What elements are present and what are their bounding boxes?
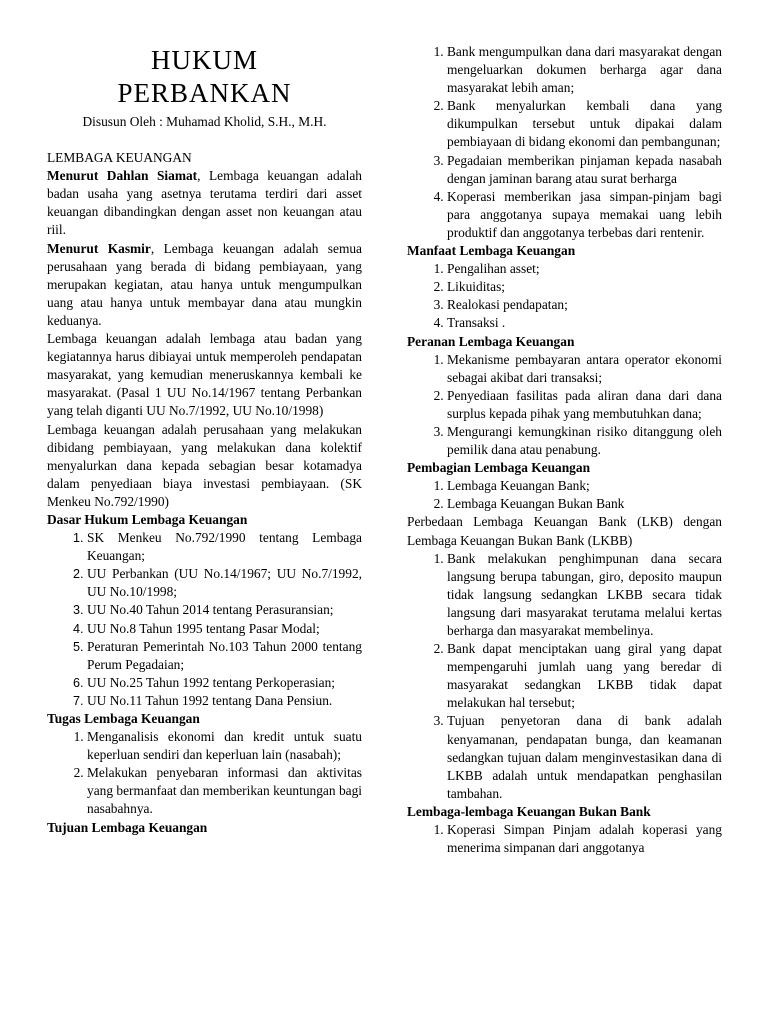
list-item: 2. Penyediaan fasilitas pada aliran dana dari dana surplus kepada pihak yang membutuhkan dana; [447,387,722,423]
list-item: 4. UU No.8 Tahun 1995 tentang Pasar Modal; [87,620,362,638]
list-item: 3. Realokasi pendapatan; [447,296,722,314]
list-peranan [407,351,722,460]
heading-tujuan: Tujuan Lembaga Keuangan [47,819,208,835]
list-item: 3. Tujuan penyetoran dana di bank adalah kenyamanan, pendapatan bunga, dan keamanan sedangkan tujuan dalam menginvestasikan dana di LKBB adalah untuk mendapatkan penghasilan tambahan. [447,712,722,802]
list-item: 3. Pegadaian memberikan pinjaman kepada nasabah dengan jaminan barang atau surat berharga [447,152,722,188]
definition-sk-menkeu: Lembaga keuangan adalah perusahaan yang melakukan dibidang pembiayaan, yang melakukan dana kolektif menyalurkan dana kepada sebagian besar kotamadya dalam penyediaan biaya investasi pembiayaan. (SK Menkeu No.792/1990) [47,421,362,509]
heading-manfaat: Manfaat Lembaga Keuangan [407,243,576,259]
heading-pembagian: Pembagian Lembaga Keuangan [407,460,591,476]
definition-dahlan-siamat [47,167,362,239]
list-item: 1. Pengalihan asset; [447,260,722,278]
list-item: 2. Lembaga Keuangan Bukan Bank [447,495,722,513]
list-item: 1. Bank melakukan penghimpunan dana secara langsung berupa tabungan, giro, deposito maupun tidak langsung sedangkan LKBB secara tidak langsung dari masyarakat terutama melalui kertas berharga dan masyarakat membelinya. [447,550,722,640]
heading-lkbb: Lembaga-lembaga Keuangan Bukan Bank [407,803,651,819]
list-lkbb [407,821,722,857]
heading-tugas: Tugas Lembaga Keuangan [47,711,200,726]
left-column [47,0,362,837]
list-item: 1. Mekanisme pembayaran antara operator ekonomi sebagai akibat dari transaksi; [447,351,722,387]
list-item: 2. Bank dapat menciptakan uang giral yang dapat mempengaruhi jumlah uang yang beredar di masyarakat sedangkan LKBB tidak dapat melakukan hal tersebut; [447,640,722,712]
author-line: Disusun Oleh : Muhamad Kholid, S.H., M.H. [82,114,327,129]
list-item: 1. Koperasi Simpan Pinjam adalah koperasi yang menerima simpanan dari anggotanya [447,821,722,857]
list-dasar-hukum [47,529,362,710]
list-pembagian [407,477,722,513]
definition-author: Menurut Kasmir [47,240,151,256]
heading-perbedaan: Perbedaan Lembaga Keuangan Bank (LKB) dengan Lembaga Keuangan Bukan Bank (LKBB) [407,514,722,548]
list-item: 7. UU No.11 Tahun 1992 tentang Dana Pensiun. [87,692,362,710]
definition-author: Menurut Dahlan Siamat [47,168,198,184]
list-item: 2. Melakukan penyebaran informasi dan aktivitas yang bermanfaat dan memberikan keuntungan bagi nasabahnya. [87,764,362,818]
list-item: 3. UU No.40 Tahun 2014 tentang Perasuransian; [87,601,362,619]
list-item: 1. Lembaga Keuangan Bank; [447,477,722,495]
list-item: 4. Koperasi memberikan jasa simpan-pinjam bagi para anggotanya supaya memakai uang lebih produktif dan anggotanya terbebas dari rentenir. [447,188,722,242]
definition-kasmir [47,240,362,330]
title-line-2: PERBANKAN [117,78,292,108]
list-item: 4. Transaksi . [447,314,722,332]
list-tugas [47,728,362,818]
list-item: 2. Likuiditas; [447,278,722,296]
document-title [47,44,362,110]
list-item: 2. UU Perbankan (UU No.14/1967; UU No.7/1992, UU No.10/1998; [87,565,362,601]
definition-text: , Lembaga keuangan adalah badan usaha yang asetnya terutama terdiri dari asset keuangan dibandingkan dengan asset non keuangan atau riil. [47,168,362,238]
list-item: 1. Bank mengumpulkan dana dari masyarakat dengan mengeluarkan dokumen berharga agar dana masyarakat lebih aman; [447,43,722,97]
list-item: 2. Bank menyalurkan kembali dana yang dikumpulkan tersebut untuk dipakai dalam pembiayaan di bidang ekonomi dan pembangunan; [447,97,722,151]
list-tujuan [407,43,722,242]
list-item: 6. UU No.25 Tahun 1992 tentang Perkoperasian; [87,674,362,692]
title-line-1: HUKUM [150,45,258,75]
list-item: 1. Menganalisis ekonomi dan kredit untuk suatu keperluan sendiri dan keperluan lain (nasabah); [87,728,362,764]
list-item: 5. Peraturan Pemerintah No.103 Tahun 2000 tentang Perum Pegadaian; [87,638,362,674]
heading-peranan: Peranan Lembaga Keuangan [407,333,575,349]
list-manfaat [407,260,722,332]
definition-text: , Lembaga keuangan adalah semua perusahaan yang berada di bidang pembiayaan, yang merupakan kegiatan, atau hanya untuk mengumpulkan uang atau hanya untuk membayar dana atau mungkin keduanya. [47,240,362,328]
list-item: 1. SK Menkeu No.792/1990 tentang Lembaga Keuangan; [87,529,362,565]
right-column [407,43,722,857]
list-perbedaan [407,550,722,803]
list-item: 3. Mengurangi kemungkinan risiko ditanggung oleh pemilik dana atau penabung. [447,423,722,459]
section-heading-lembaga-keuangan: LEMBAGA KEUANGAN [47,150,192,166]
definition-uu-perbankan: Lembaga keuangan adalah lembaga atau badan yang kegiatannya harus dibiayai untuk memperoleh pendapatan masyarakat, yang kemudian meneruskannya kembali ke masyarakat. (Pasal 1 UU No.14/1967 tentang Perbankan yang telah diganti UU No.7/1992, UU No.10/1998) [47,331,362,419]
heading-dasar-hukum: Dasar Hukum Lembaga Keuangan [47,511,248,527]
